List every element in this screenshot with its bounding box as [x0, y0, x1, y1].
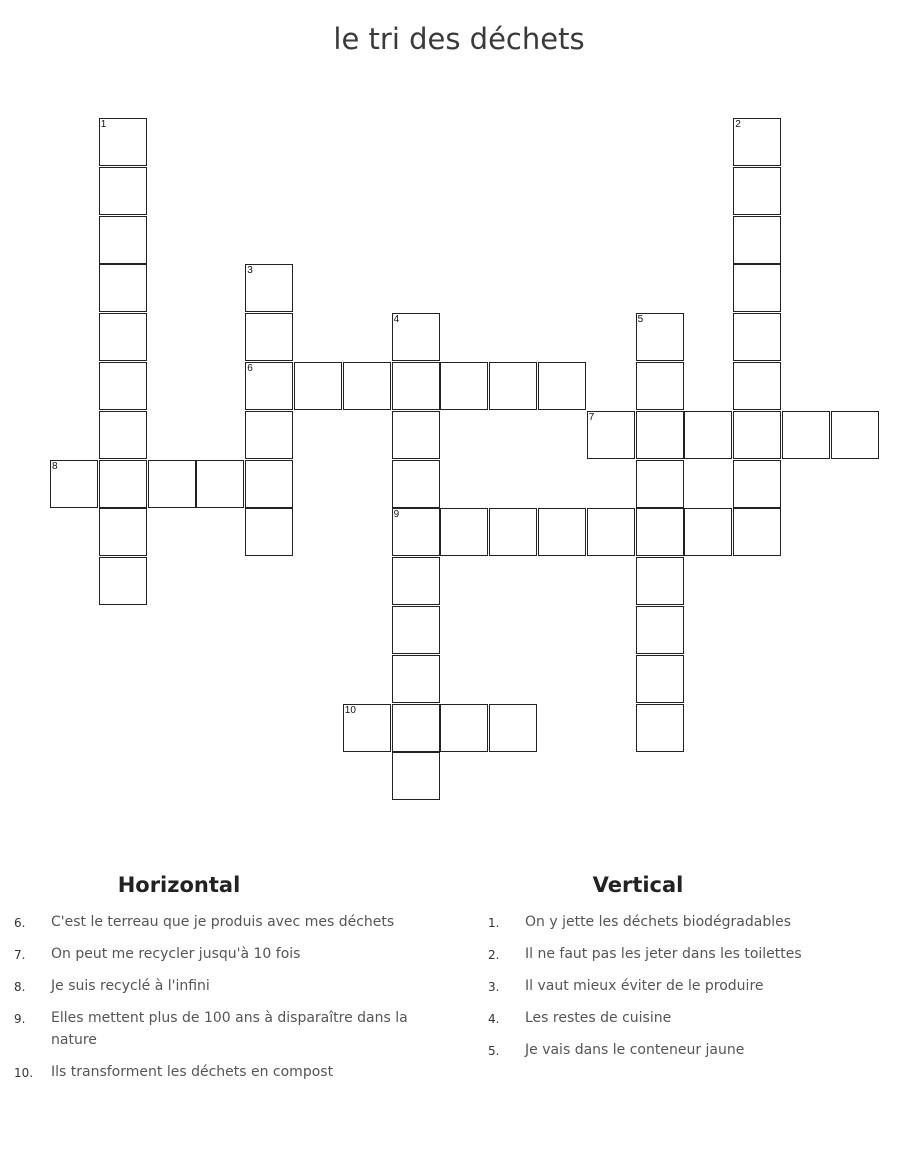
cell-number: 3	[247, 265, 253, 277]
crossword-cell[interactable]	[636, 557, 684, 605]
clue-number: 10.	[14, 1066, 34, 1080]
clue-text: C'est le terreau que je produis avec mes déchets	[51, 914, 395, 930]
clue-item	[14, 911, 424, 933]
crossword-cell[interactable]	[99, 362, 147, 410]
crossword-cell[interactable]	[99, 313, 147, 361]
cell-number: 8	[52, 460, 58, 472]
crossword-cell[interactable]	[684, 411, 732, 459]
clue-number: 8.	[14, 980, 26, 994]
clue-number: 7.	[14, 948, 26, 962]
crossword-cell[interactable]	[733, 411, 781, 459]
crossword-cell[interactable]	[392, 752, 440, 800]
crossword-cell[interactable]	[245, 362, 293, 410]
crossword-cell[interactable]	[99, 264, 147, 312]
horizontal-clues	[14, 873, 424, 1093]
crossword-cell[interactable]	[636, 313, 684, 361]
crossword-cell[interactable]	[99, 118, 147, 166]
crossword-cell[interactable]	[148, 460, 196, 508]
crossword-cell[interactable]	[245, 411, 293, 459]
clue-text: Les restes de cuisine	[525, 1010, 672, 1026]
clue-text: Elles mettent plus de 100 ans à disparaître dans la nature	[51, 1010, 408, 1048]
cell-number: 9	[393, 509, 400, 521]
clue-item	[14, 943, 424, 965]
crossword-cell[interactable]	[245, 460, 293, 508]
crossword-cell[interactable]	[587, 508, 635, 556]
crossword-cell[interactable]	[831, 411, 879, 459]
crossword-cell[interactable]	[733, 313, 781, 361]
crossword-cell[interactable]	[99, 508, 147, 556]
crossword-cell[interactable]	[245, 264, 293, 312]
cell-number: 1	[100, 119, 107, 130]
crossword-cell[interactable]	[392, 704, 440, 752]
crossword-cell[interactable]	[733, 118, 781, 166]
crossword-cell[interactable]	[684, 508, 732, 556]
crossword-cell[interactable]	[392, 411, 440, 459]
crossword-cell[interactable]	[294, 362, 342, 410]
clue-number: 5.	[488, 1044, 500, 1058]
crossword-cell[interactable]	[99, 167, 147, 215]
crossword-cell[interactable]	[392, 606, 440, 654]
crossword-cell[interactable]	[636, 460, 684, 508]
vertical-heading: Vertical	[592, 873, 684, 897]
clue-item	[488, 975, 898, 997]
clue-item	[488, 1039, 898, 1061]
crossword-cell[interactable]	[636, 655, 684, 703]
crossword-cell[interactable]	[392, 557, 440, 605]
horizontal-clue-list	[14, 911, 424, 1083]
clue-text: Ils transforment les déchets en compost	[51, 1064, 334, 1080]
cell-number: 2	[735, 119, 741, 130]
crossword-cell[interactable]	[733, 460, 781, 508]
crossword-cell[interactable]	[489, 704, 537, 752]
clue-number: 4.	[488, 1012, 500, 1026]
crossword-cell[interactable]	[489, 508, 537, 556]
crossword-cell[interactable]	[636, 704, 684, 752]
crossword-cell[interactable]	[392, 313, 440, 361]
crossword-cell[interactable]	[392, 655, 440, 703]
crossword-cell[interactable]	[99, 460, 147, 508]
cell-number: 7	[588, 411, 595, 423]
cell-number: 5	[637, 314, 644, 326]
crossword-cell[interactable]	[440, 362, 488, 410]
crossword-cell[interactable]	[636, 606, 684, 654]
cell-number: 6	[247, 363, 253, 374]
crossword-cell[interactable]	[636, 508, 684, 556]
clue-item	[14, 975, 424, 997]
crossword-cell[interactable]	[538, 362, 586, 410]
crossword-cell[interactable]	[99, 216, 147, 264]
crossword-cell[interactable]	[636, 362, 684, 410]
crossword-cell[interactable]	[440, 508, 488, 556]
clue-item	[488, 943, 898, 965]
clue-item	[14, 1061, 424, 1083]
clue-number: 9.	[14, 1012, 26, 1026]
clue-number: 1.	[488, 916, 500, 930]
cell-number: 4	[393, 314, 400, 326]
crossword-cell[interactable]	[538, 508, 586, 556]
crossword-cell[interactable]	[636, 411, 684, 459]
crossword-cell[interactable]	[245, 313, 293, 361]
crossword-cell[interactable]	[196, 460, 244, 508]
clue-item	[14, 1007, 424, 1051]
crossword-cell[interactable]	[733, 216, 781, 264]
crossword-cell[interactable]	[343, 704, 391, 752]
crossword-cell[interactable]	[733, 508, 781, 556]
clue-text: On peut me recycler jusqu'à 10 fois	[51, 946, 301, 962]
clue-text: On y jette les déchets biodégradables	[525, 914, 791, 930]
clue-text: Je vais dans le conteneur jaune	[525, 1042, 745, 1058]
clue-text: Je suis recyclé à l'infini	[51, 978, 210, 994]
crossword-cell[interactable]	[489, 362, 537, 410]
crossword-cell[interactable]	[440, 704, 488, 752]
crossword-cell[interactable]	[50, 460, 98, 508]
horizontal-heading: Horizontal	[117, 873, 241, 897]
cell-number: 10	[344, 704, 356, 716]
crossword-cell[interactable]	[245, 508, 293, 556]
crossword-cell[interactable]	[782, 411, 830, 459]
page-title: le tri des déchets	[333, 22, 585, 56]
crossword-cell[interactable]	[392, 362, 440, 410]
crossword-cell[interactable]	[99, 411, 147, 459]
vertical-clues	[488, 873, 898, 1071]
clue-item	[488, 1007, 898, 1029]
crossword-cell[interactable]	[343, 362, 391, 410]
crossword-cell[interactable]	[733, 167, 781, 215]
clue-text: Il ne faut pas les jeter dans les toilettes	[525, 946, 802, 962]
clue-number: 3.	[488, 980, 500, 994]
crossword-cell[interactable]	[733, 362, 781, 410]
crossword-cell[interactable]	[587, 411, 635, 459]
crossword-cell[interactable]	[392, 508, 440, 556]
crossword-cell[interactable]	[99, 557, 147, 605]
vertical-clue-list	[488, 911, 898, 1061]
clue-number: 6.	[14, 916, 26, 930]
clue-text: Il vaut mieux éviter de le produire	[525, 978, 764, 994]
crossword-cell[interactable]	[392, 460, 440, 508]
clue-number: 2.	[488, 948, 500, 962]
crossword-cell[interactable]	[733, 264, 781, 312]
clue-item	[488, 911, 898, 933]
